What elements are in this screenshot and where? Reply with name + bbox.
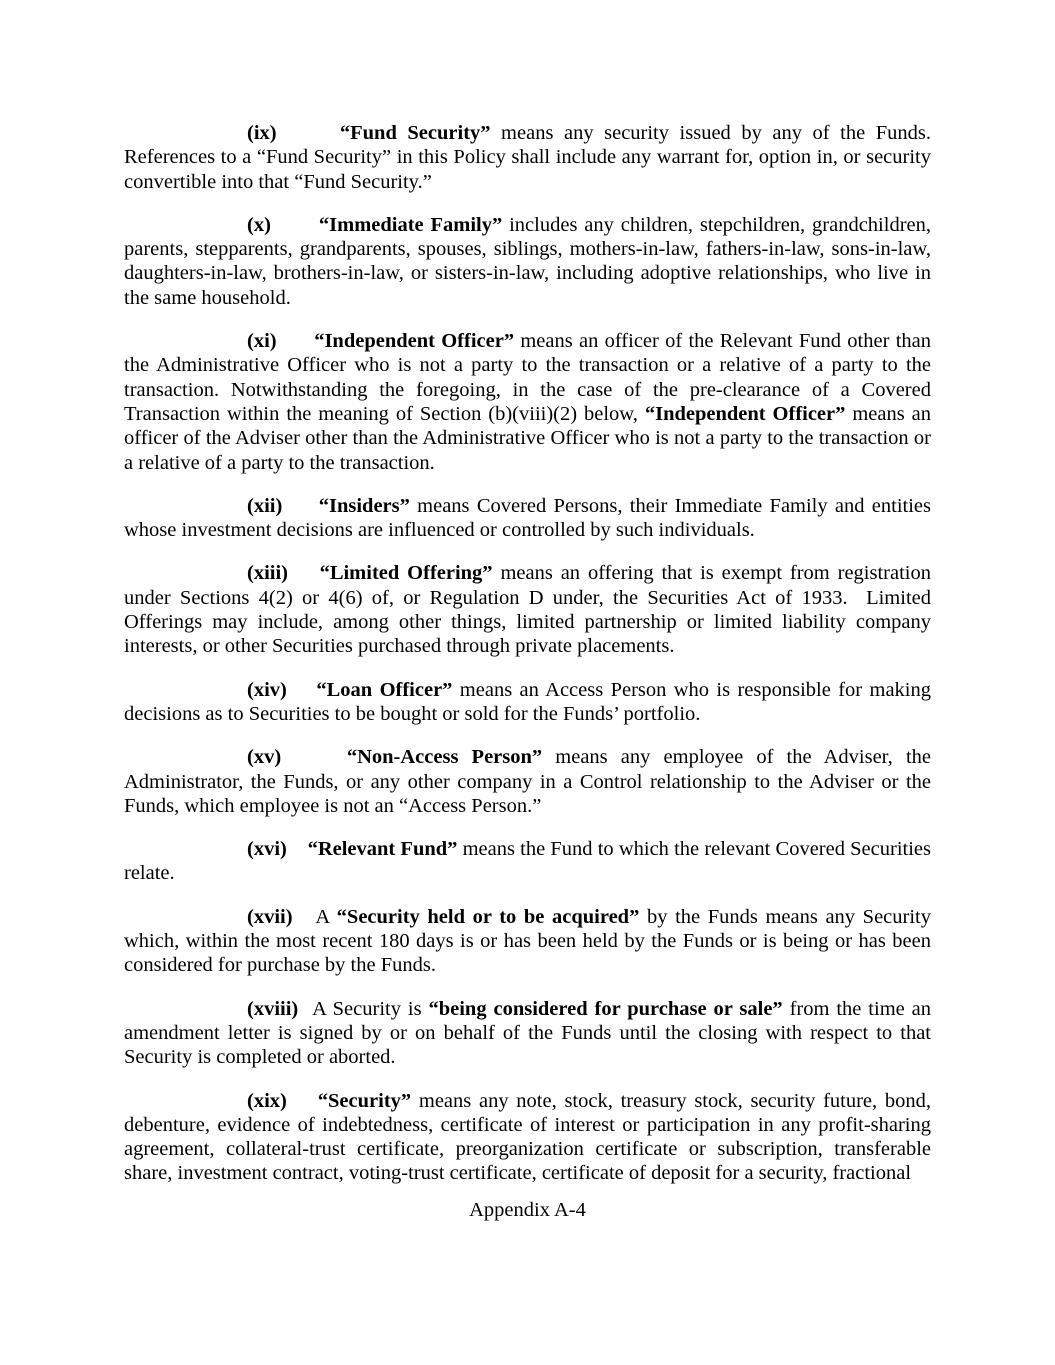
text-run: [281, 746, 347, 768]
text-run: [287, 1090, 318, 1112]
page-footer-appendix-label: Appendix A-4: [469, 1199, 586, 1221]
text-run: means Covered Persons, their Immediate Family and entities whose investment decisions are influenced or controlled by such individuals.: [124, 494, 932, 542]
text-run: “being considered for purchase or sale”: [428, 997, 783, 1020]
text-run: “Immediate Family”: [318, 213, 503, 236]
text-run: [282, 495, 318, 517]
text-run: (xiii): [247, 562, 288, 585]
text-run: “Loan Officer”: [316, 678, 453, 701]
text-run: [287, 838, 308, 860]
paragraph-xi: [124, 329, 931, 475]
text-run: [271, 214, 319, 236]
text-run: means an officer of the Relevant Fund other than the Administrative Officer who is not a party to the transaction or a relative of a party to the transaction. Notwithstanding the foregoing, in the case of the pre-clearance of a Covered Transaction within the meaning of Section (b)(viii)(2) below,: [124, 330, 931, 425]
paragraph-xv: [124, 745, 931, 818]
text-run: includes any children, stepchildren, grandchildren, parents, stepparents, grandparents, spouses, siblings, mothers-in-law, fathers-in-law, sons-in-law, daughters-in-law, brothers-in-law, or sisters-in-law, including adoptive relationships, who live in the same household.: [124, 213, 932, 309]
text-run: by the Funds means any Security which, within the most recent 180 days is or has been held by the Funds or is being or has been considered for purchase by the Funds.: [124, 905, 931, 977]
text-run: “Insiders”: [318, 494, 410, 517]
paragraph-xvii: [124, 905, 931, 978]
text-run: means any security issued by any of the Funds. References to a “Fund Security” in this Policy shall include any warrant for, option in, or security convertible into that “Fund Security.”: [124, 122, 931, 193]
document-body: [124, 121, 931, 1186]
text-run: means an offering that is exempt from registration under Sections 4(2) or 4(6) of, or Regulation D under, the Securities Act of 1933. Limited Offerings may include, among other things, limited partnership or limited liability company interests, or other Securities purchased through private placements.: [124, 562, 931, 658]
text-run: “Relevant Fund”: [307, 838, 458, 861]
text-run: “Independent Officer”: [314, 330, 515, 353]
text-run: “Limited Offering”: [319, 562, 493, 585]
text-run: means an officer of the Adviser other than the Administrative Officer who is not a party to the transaction or a relative of a party to the transaction.: [124, 402, 931, 474]
paragraph-xvi: [124, 837, 931, 886]
text-run: [277, 330, 315, 352]
text-run: (xi): [247, 330, 277, 353]
text-run: means any note, stock, treasury stock, security future, bond, debenture, evidence of indebtedness, certificate of interest or participation in any profit-sharing agreement, collateral-trust certificate, preorganization certificate or subscription, transferable share, investment contract, voting-trust certificate, certificate of deposit for a security, fractional: [124, 1089, 932, 1185]
paragraph-ix: [124, 121, 931, 194]
text-run: [287, 679, 317, 701]
text-run: “Non-Access Person”: [346, 746, 543, 769]
text-run: means the Fund to which the relevant Covered Securities relate.: [124, 838, 931, 885]
text-run: (x): [247, 213, 271, 236]
text-run: from the time an amendment letter is signed by or on behalf of the Funds until the closing with respect to that Security is completed or aborted.: [124, 997, 931, 1069]
text-run: (xvi): [247, 838, 287, 861]
paragraph-xii: [124, 494, 931, 543]
paragraph-x: [124, 213, 931, 310]
text-run: “Independent Officer”: [644, 402, 846, 425]
text-run: (xii): [247, 494, 283, 517]
text-run: [288, 562, 320, 584]
text-run: A Security is: [298, 997, 429, 1020]
text-run: “Security held or to be acquired”: [336, 905, 640, 928]
text-run: [277, 122, 340, 144]
text-run: (xiv): [247, 678, 287, 701]
text-run: means an Access Person who is responsible for making decisions as to Securities to be bought or sold for the Funds’ portfolio.: [124, 678, 931, 725]
text-run: (xv): [247, 746, 282, 769]
text-run: “Security”: [317, 1089, 412, 1112]
paragraph-xix: [124, 1089, 931, 1186]
text-run: means any employee of the Adviser, the Administrator, the Funds, or any other company in a Control relationship to the Adviser or the Funds, which employee is not an “Access Person.”: [124, 746, 931, 817]
paragraph-xiii: [124, 561, 931, 658]
paragraph-xviii: [124, 997, 931, 1070]
text-run: A: [292, 905, 337, 928]
text-run: (xvii): [247, 905, 293, 928]
text-run: “Fund Security”: [339, 122, 491, 144]
paragraph-xiv: [124, 678, 931, 727]
text-run: (xix): [247, 1089, 287, 1112]
text-run: (xviii): [247, 997, 299, 1020]
text-run: (ix): [247, 122, 277, 144]
